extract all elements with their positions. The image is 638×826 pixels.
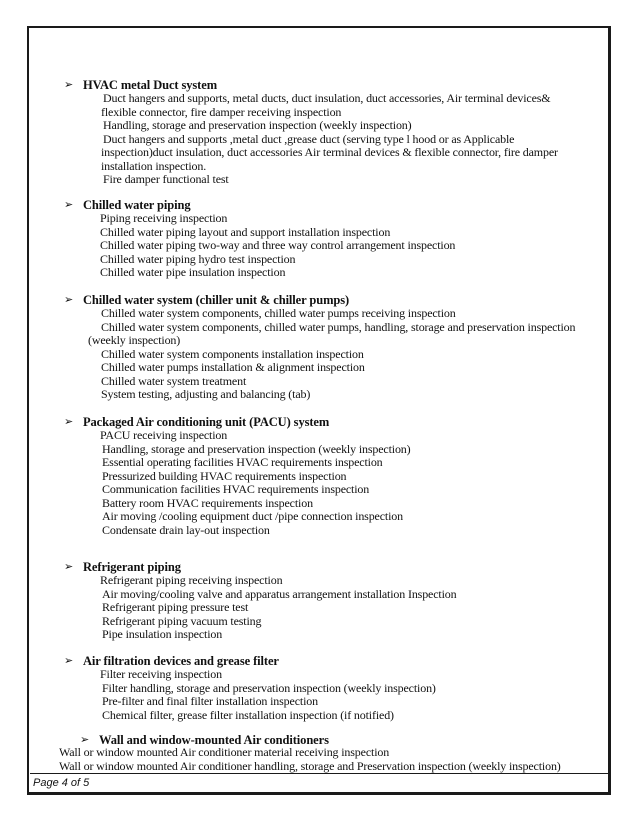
section-heading [64, 654, 607, 668]
arrow-bullet-icon: ➢ [64, 199, 74, 211]
page-number: 4 [61, 777, 68, 789]
list-item: Pre-filter and final filter installation inspection [102, 694, 318, 708]
list-item: inspection)duct insulation, duct accessories Air terminal devices & flexible connector, fire damper [101, 145, 558, 159]
list-item: Air moving/cooling valve and apparatus arrangement installation Inspection [102, 586, 457, 601]
list-item: Filter handling, storage and preservation inspection (weekly inspection) [102, 680, 436, 695]
list-item: Handling, storage and preservation inspection (weekly inspection) [103, 118, 412, 132]
list-item: Wall or window mounted Air conditioner material receiving inspection [59, 745, 390, 759]
section-chilled-water-system [64, 293, 607, 402]
heading-text: Packaged Air conditioning unit (PACU) system [83, 415, 330, 429]
list-item: Condensate drain lay-out inspection [102, 522, 270, 537]
heading-text: HVAC metal Duct system [83, 78, 218, 92]
heading-text: Refrigerant piping [83, 560, 181, 574]
list-item: Battery room HVAC requirements inspection [102, 495, 313, 510]
page-label: Page [33, 777, 62, 789]
list-item: Duct hangers and supports ,metal duct ,grease duct (serving type l hood or as Applicable [103, 131, 515, 146]
arrow-bullet-icon: ➢ [64, 294, 74, 306]
list-item: Chilled water pumps installation & alignment inspection [101, 360, 365, 374]
list-item: Fire damper functional test [103, 172, 229, 186]
section-heading [64, 560, 607, 574]
list-item: Chilled water piping two-way and three way control arrangement inspection [100, 238, 456, 252]
section-hvac-metal-duct [64, 78, 607, 187]
arrow-bullet-icon: ➢ [64, 79, 74, 91]
footer-divider [30, 773, 608, 774]
list-item: Air moving /cooling equipment duct /pipe connection inspection [102, 509, 403, 523]
heading-text: Chilled water piping [83, 198, 191, 212]
list-item: Refrigerant piping receiving inspection [100, 573, 283, 587]
arrow-bullet-icon: ➢ [64, 416, 74, 428]
list-item: Chilled water pipe insulation inspection [100, 265, 286, 279]
list-item: Communication facilities HVAC requirements inspection [102, 482, 370, 496]
heading-text: Wall and window-mounted Air conditioners [99, 733, 329, 747]
list-item: Pipe insulation inspection [102, 627, 223, 641]
section-wall-window-ac-lines [59, 746, 609, 773]
list-item: Piping receiving inspection [100, 211, 228, 225]
arrow-bullet-icon: ➢ [80, 734, 90, 746]
page-number-footer [33, 776, 89, 790]
section-air-filtration [64, 654, 607, 722]
section-heading [64, 198, 607, 212]
list-item: PACU receiving inspection [100, 428, 228, 442]
list-item: Refrigerant piping pressure test [102, 600, 249, 614]
arrow-bullet-icon: ➢ [64, 561, 74, 573]
list-item: flexible connector, fire damper receiving inspection [101, 104, 342, 119]
list-item: Chilled water piping layout and support installation inspection [100, 224, 391, 239]
list-item: (weekly inspection) [88, 333, 181, 347]
section-heading [64, 78, 607, 92]
list-item: Chilled water system treatment [101, 373, 247, 388]
list-item: Duct hangers and supports, metal ducts, duct insulation, duct accessories, Air terminal devices& [103, 91, 551, 105]
list-item: Wall or window mounted Air conditioner handling, storage and Preservation inspection (weekly inspection) [59, 758, 561, 773]
list-item: Chemical filter, grease filter installation inspection (if notified) [102, 707, 394, 722]
page-total: 5 [83, 777, 90, 789]
list-item: Pressurized building HVAC requirements inspection [102, 468, 347, 483]
heading-text: Air filtration devices and grease filter [83, 654, 279, 668]
list-item: Chilled water system components, chilled water pumps, handling, storage and preservation inspection [101, 319, 576, 334]
list-item: Chilled water system components, chilled water pumps receiving inspection [101, 306, 456, 320]
list-item: Chilled water system components installation inspection [101, 346, 364, 361]
arrow-bullet-icon: ➢ [64, 655, 74, 667]
list-item: Handling, storage and preservation inspection (weekly inspection) [102, 441, 411, 456]
list-item: Essential operating facilities HVAC requirements inspection [102, 455, 383, 469]
section-pacu-system [64, 415, 607, 537]
section-refrigerant-piping [64, 560, 607, 642]
list-item: installation inspection. [101, 158, 207, 173]
list-item: Chilled water piping hydro test inspection [100, 251, 296, 266]
list-item: Refrigerant piping vacuum testing [102, 613, 262, 628]
list-item: System testing, adjusting and balancing (tab) [101, 387, 311, 401]
of-label: of [67, 777, 84, 789]
list-item: Filter receiving inspection [100, 667, 222, 681]
section-heading [64, 293, 607, 307]
section-heading [64, 415, 607, 429]
section-chilled-water-piping [64, 198, 607, 280]
heading-text: Chilled water system (chiller unit & chiller pumps) [83, 293, 350, 307]
